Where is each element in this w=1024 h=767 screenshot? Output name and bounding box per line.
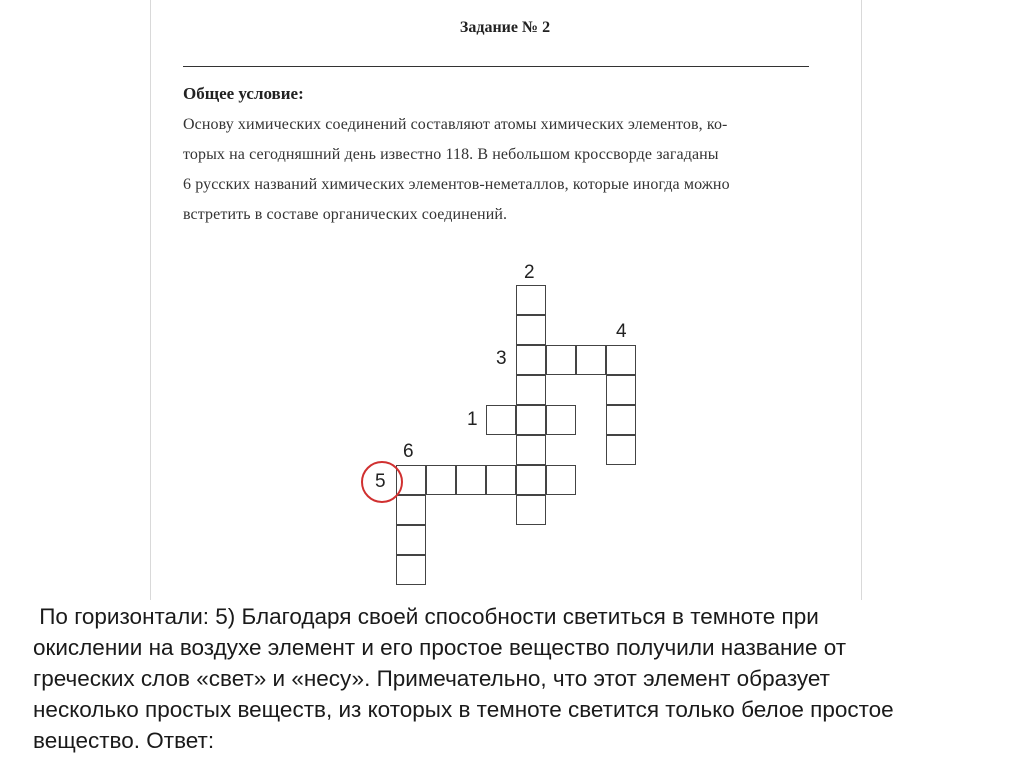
crossword-cell (546, 345, 576, 375)
crossword-cell (396, 555, 426, 585)
clue-text-line: окислении на воздухе элемент и его простое вещество получили название от (33, 635, 847, 660)
condition-line: встретить в составе органических соединений. (183, 206, 508, 223)
clue-text (33, 601, 1013, 756)
clue-number-5: 5 (375, 471, 386, 492)
crossword-cell (606, 375, 636, 405)
condition-line: торых на сегодняшний день известно 118. В небольшом кроссворде загаданы (183, 146, 719, 163)
clue-text-line: По горизонтали: 5) Благодаря своей способности светиться в темноте при (33, 604, 819, 629)
clue-number-4: 4 (616, 321, 627, 342)
clue-text-line: несколько простых веществ, из которых в темноте светится только белое простое (33, 697, 894, 722)
clue-text-line: вещество. Ответ: (33, 728, 215, 753)
clue-number-1: 1 (467, 409, 478, 430)
crossword-cell (516, 405, 546, 435)
crossword-cell (516, 435, 546, 465)
clue-text-line: греческих слов «свет» и «несу». Примечательно, что этот элемент образует (33, 666, 830, 691)
crossword-cell (486, 465, 516, 495)
clue-number-2: 2 (524, 262, 535, 283)
crossword-cell (606, 435, 636, 465)
crossword-cell (576, 345, 606, 375)
condition-line: Основу химических соединений составляют атомы химических элементов, ко- (183, 116, 728, 133)
crossword-cell (516, 285, 546, 315)
crossword-cell (546, 465, 576, 495)
crossword-cell (486, 405, 516, 435)
title-divider (183, 66, 809, 67)
highlight-circle (361, 461, 403, 503)
clue-number-3: 3 (496, 348, 507, 369)
crossword-cell (426, 465, 456, 495)
crossword-cell (546, 405, 576, 435)
crossword-cell (606, 345, 636, 375)
condition-heading: Общее условие: (183, 84, 304, 103)
crossword-cell (396, 525, 426, 555)
crossword-cell (396, 495, 426, 525)
crossword-cell (606, 405, 636, 435)
task-title: Задание № 2 (459, 19, 551, 36)
crossword-cell (516, 345, 546, 375)
crossword-cell (516, 495, 546, 525)
clue-number-6: 6 (403, 441, 414, 462)
crossword-cell (516, 375, 546, 405)
condition-line: 6 русских названий химических элементов-неметаллов, которые иногда можно (183, 176, 730, 193)
crossword-cell (516, 465, 546, 495)
crossword-cell (456, 465, 486, 495)
crossword-cell (516, 315, 546, 345)
